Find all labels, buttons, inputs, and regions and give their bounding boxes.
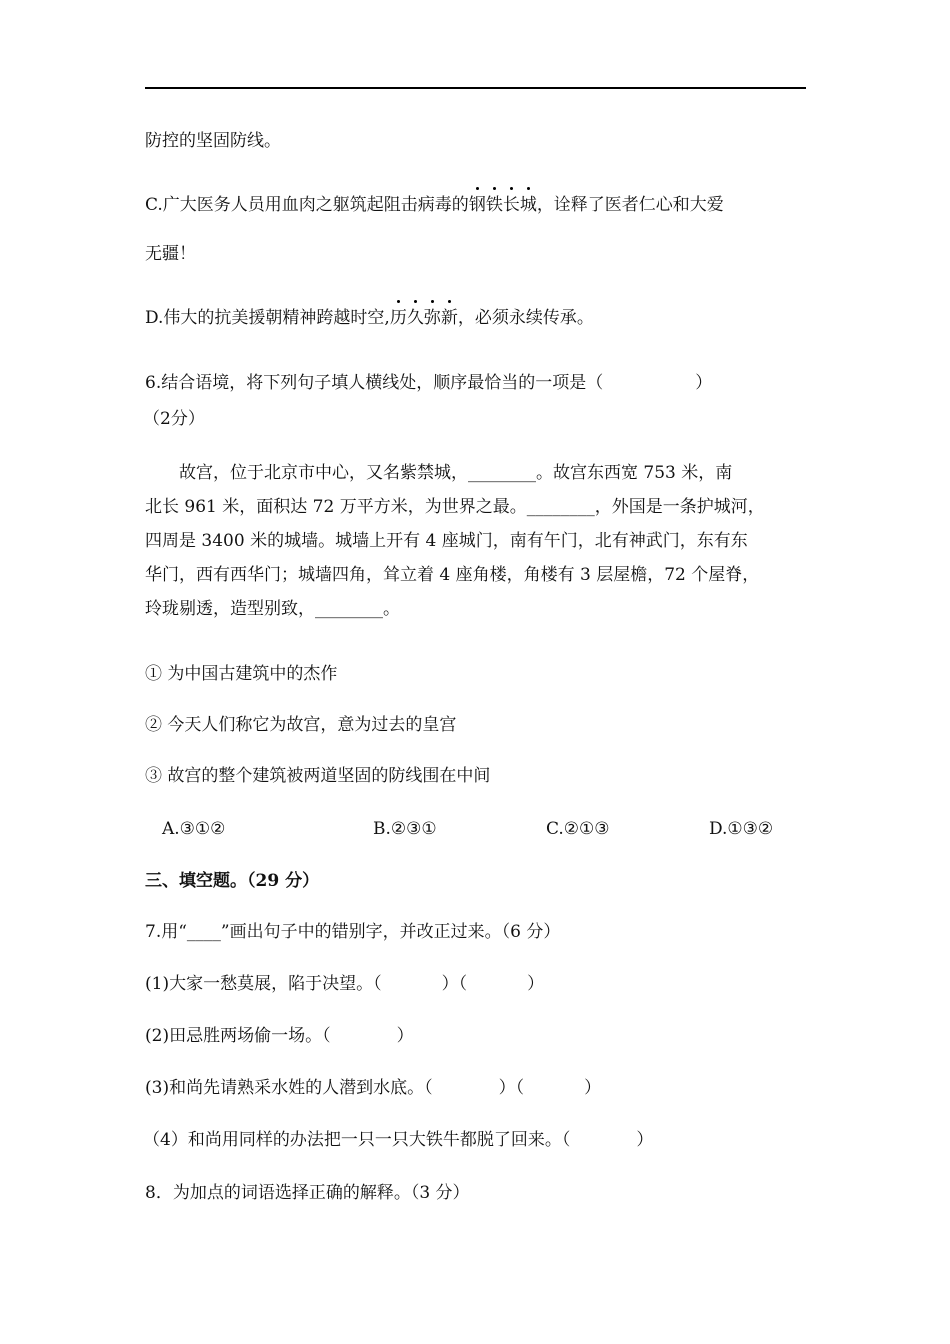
sentence-1: ① 为中国古建筑中的杰作: [145, 664, 338, 684]
sentence-2: ② 今天人们称它为故宫，意为过去的皇宫: [145, 715, 457, 735]
q7-stem: 7.用“____”画出句子中的错别字，并改正过来。（6 分）: [145, 922, 561, 942]
option-c-line2: 无疆！: [145, 244, 196, 264]
dotted-char: 城: [519, 195, 537, 215]
choice-a: A.③①②: [162, 819, 226, 839]
q7-item-4: （4）和尚用同样的办法把一只一只大铁牛都脱了回来。（ ）: [143, 1130, 654, 1150]
dotted-char: 铁: [485, 195, 503, 215]
option-c-line1: C.广大医务人员用血肉之躯筑起阻击病毒的钢铁长城，诠释了医者仁心和大爱: [145, 195, 724, 215]
dotted-char: 新: [440, 308, 458, 328]
sentence-3: ③ 故宫的整个建筑被两道坚固的防线围在中间: [145, 766, 491, 786]
header-rule: [145, 87, 806, 89]
dotted-char: 长: [502, 195, 520, 215]
q6-passage: [145, 456, 810, 626]
choice-b: B.②③①: [373, 819, 437, 839]
dotted-char: 久: [406, 308, 424, 328]
passage-line: 北长 961 米，面积达 72 万平方米，为世界之最。________，外国是一条护城河，: [145, 497, 765, 517]
q5-tail: 防控的坚固防线。: [145, 131, 281, 151]
q7-item-1: (1)大家一愁莫展，陷于决望。（ ）（ ）: [145, 974, 545, 994]
passage-line: 玲珑剔透，造型别致，________。: [145, 599, 400, 619]
q6-score: （2分）: [143, 409, 205, 429]
q7-item-3: (3)和尚先请熟采水姓的人潜到水底。（ ）（ ）: [145, 1078, 602, 1098]
passage-line: 华门，西有西华门；城墙四角，耸立着 4 座角楼，角楼有 3 层屋檐，72 个屋脊，: [145, 565, 760, 585]
q7-item-2: (2)田忌胜两场偷一场。（ ）: [145, 1026, 414, 1046]
passage-line: 故宫，位于北京市中心，又名紫禁城，________。故宫东西宽 753 米，南: [179, 463, 733, 483]
section-heading: 三、填空题。（29 分）: [145, 871, 320, 891]
q8-stem: 8．为加点的词语选择正确的解释。（3 分）: [145, 1183, 470, 1203]
passage-line: 四周是 3400 米的城墙。城墙上开有 4 座城门，南有午门，北有神武门，东有东: [145, 531, 748, 551]
q6-stem: 6.结合语境，将下列句子填人横线处，顺序最恰当的一项是（ ）: [145, 373, 713, 393]
dotted-char: 弥: [423, 308, 441, 328]
choice-d: D.①③②: [709, 819, 774, 839]
option-d: D.伟大的抗美援朝精神跨越时空,历久弥新，必须永续传承。: [145, 308, 594, 328]
choice-c: C.②①③: [546, 819, 610, 839]
dotted-char: 钢: [468, 195, 486, 215]
dotted-char: 历: [389, 308, 407, 328]
